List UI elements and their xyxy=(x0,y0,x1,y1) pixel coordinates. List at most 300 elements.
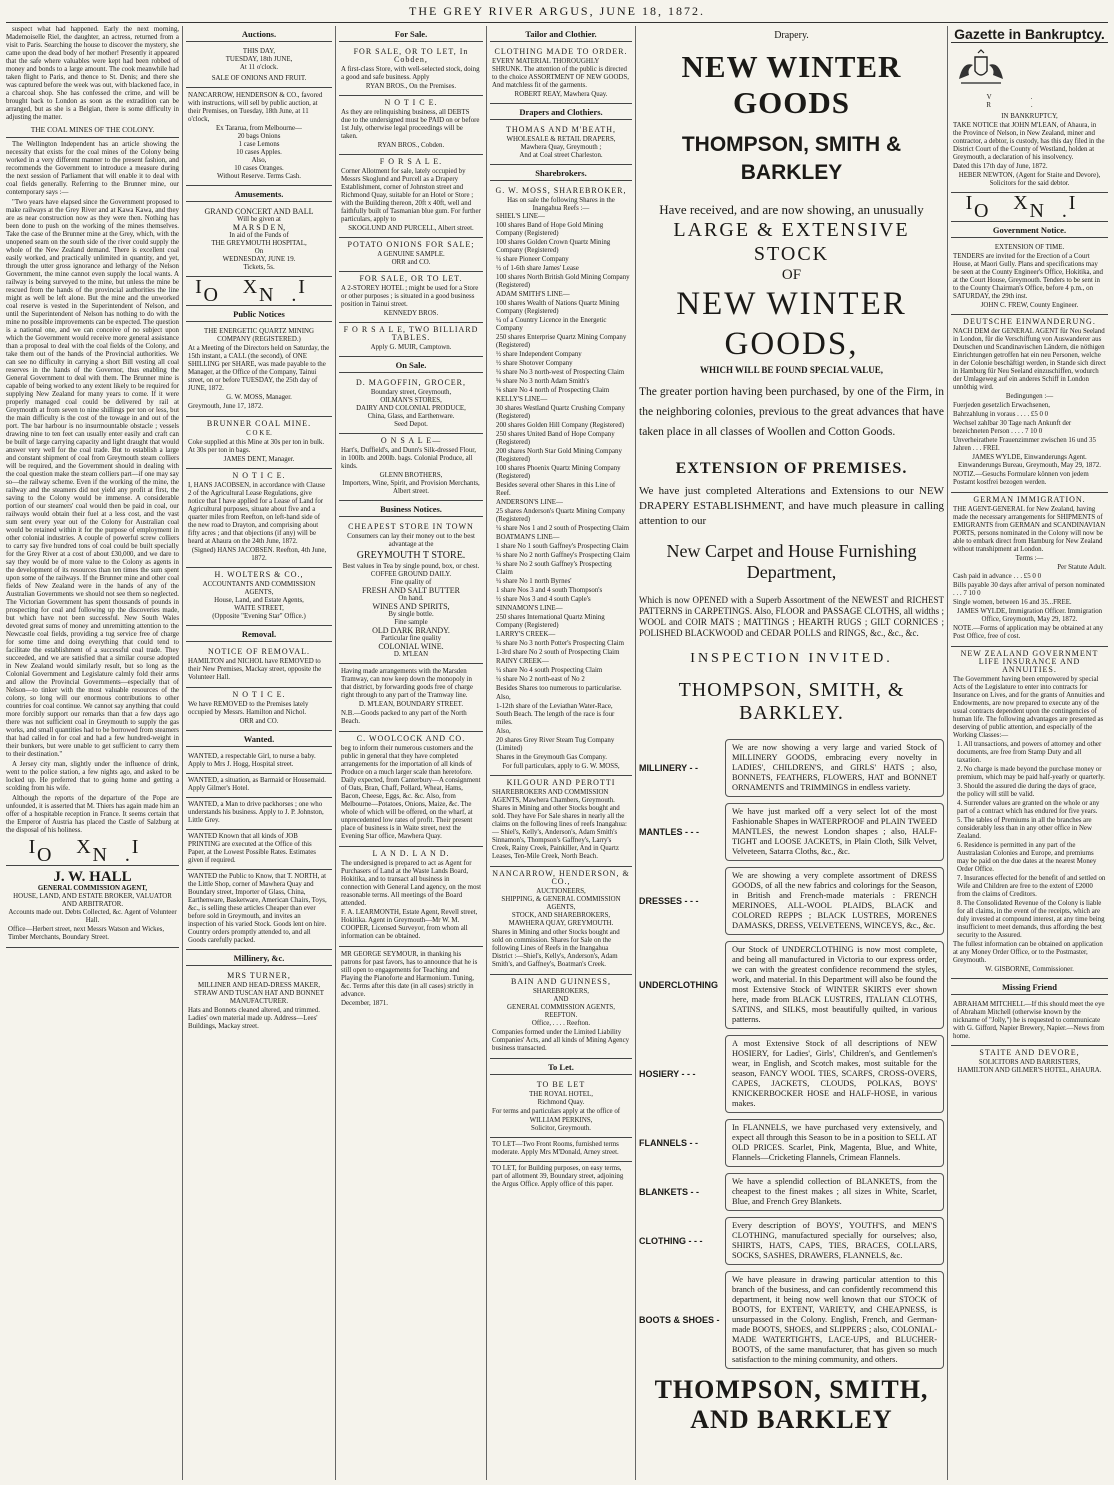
share-list-item: ¼ share No 3 north-west of Prospecting Claim xyxy=(496,369,625,376)
ixion-ad: I X I O N. xyxy=(186,277,332,306)
mag-line: Seed Depot. xyxy=(394,421,428,428)
bain-line: GENERAL COMMISSION AGENTS, xyxy=(507,1004,615,1011)
wanted-heading: Wanted. xyxy=(186,733,332,747)
column-rule xyxy=(486,26,487,1480)
concert-line: In aid of the Funds of xyxy=(229,232,289,239)
business-notices-heading: Business Notices. xyxy=(339,503,483,517)
ad-text: SHAREBROKERS AND COMMISSION AGENTS, Mawhera Chambers, Greymouth. Shares in Mining and other Stocks bought and sold. They have For Sale shares in nearly all the claims on the following lines of reefs Inangahua:— Shiel's, Kelly's, Anderson's, Adam Smith's Sinnamon's, Thompson's Gaffney's, Larry's Creek, Rainy Creek, Painkiller, And in Quartz Leases, Ten-Mile Creek, North Beach. xyxy=(492,789,627,860)
share-list-item: 1 share Nos 3 and 4 south Thompson's xyxy=(496,587,603,594)
cheap-line: COFFEE GROUND DAILY. xyxy=(370,571,452,578)
life-advantage-item: 5. The tables of Premiums in all the branches are considerably less than in any other office in New Zealand. xyxy=(957,817,1092,840)
share-list-item: 100 shares Wealth of Nations Quartz Mining Company (Registered) xyxy=(496,300,620,315)
department-row xyxy=(639,941,944,1029)
share-list-item: 250 shares International Quartz Mining Company (Registered) xyxy=(496,614,605,629)
mclean-ad xyxy=(339,664,483,732)
brunner-title: BRUNNER COAL MINE. xyxy=(206,419,312,428)
concert-line: THE GREYMOUTH HOSPITAL, xyxy=(211,240,307,247)
large-stock-line: LARGE & EXTENSIVE STOCK xyxy=(673,219,910,265)
bain-line: SHAREBROKERS, xyxy=(532,988,590,995)
gazette-title: Gazette in Bankruptcy. xyxy=(951,26,1108,43)
share-list-item: Besides Shares too numerous to particularise. xyxy=(496,685,622,692)
share-list-item: BOATMAN'S LINE— xyxy=(496,534,560,541)
new-winter-goods-headline: NEW WINTER GOODS xyxy=(681,49,902,120)
nancarrow-ad xyxy=(490,867,632,975)
coal-para-2: "Two years have elapsed since the Government proposed to make railways at the Grey River and at Kawa Kawa, and they are as near construction now as they were then. Nothing has been done to push on the working of the mines themselves. Take the case of the Brunner mine at the Grey, which, with the unopened seam on the south side of the river could supply the whole of the New Zealand demand. There is excellent coal easily worked, and practically unlimited in quantity, and yet, through the utter gross ignorance and lethargy of the Nelson Government, the mine cannot even supply the local wants. A railway is being surveyed to the mine, but unless the mine be rescued from the hands of the provincial authorities the line might as well be left alone. But the mine and the unworked coal reserve is vested in the Superintendent of Nelson, and until the Superintendent of Nelson has nothing to do with the mine no possible improvements can be expected. The question is a national one, and we can conceive of no subject upon which the Government would receive more general assistance than a proposal to deal with the coal fields of the Colony, and take them out of the hands of the Provincial authorities. We can see no difficulty in carrying a short Bill vesting all coal reserves in the hands of the Governor, thus enabling the General Government to deal with them. The Brunner mine is capable of being worked to any extent likely to be required for supplying New Zealand for many years to come. If it were properly managed coal could be delivered by rail at Greymouth at from seven to nine shillings per ton or less, but the main difficulty is the cost of the towage in and out of the port. The bar harbour is no insurmountable obstacle ; vessels drawing nine to ten feet can usually enter easily and craft can be built of large carrying capacity and light draught that would answer very well for the coal trade. But to establish a large and constant shipment of coal from Greymouth steam colliers will be required, and the Government should in dealing with the coal question make the steam colliers part—if one may say so—the railway scheme. Even if the working of the mine, the railway and the steamers did not yield any profit at first, the saving to the Colony would be immense. A considerable portion of our steamers' coal would then be paid in coal, our railways would obtain their fuel at a less cost, and the vast sum sent every year out of the Colony for Australian coal would be retained within it for the purpose of employment in other colonial industries. A couple of powerful screw colliers to carry say five hundred tons of coal could be built specially for the Grey River at a cost of about £30,000, and we dare to say they would be of more value to the Colony as agents in the development of its resources than ten times the sum spent upon some of the railways. If the Brunner mine and other coal fields of New Zealand were in the hands of any of the Australian Governments we should not see them so neglected. The Victorian Government has spent thousands of pounds in prospecting for coal and following up the discoveries made, but which have not been successful. New South Wales devoted great sums of money and unremitting attention to the Newcastle coal fields, providing a tug service free of charge for some time and doing everything that could tend to facilitate the establishment of a successful coal trade. They succeeded, and we are satisfied that a similar course adopted in New Zealand would similarly result, but so long as the Colonial Government and Legislature calmly fold their arms and allow the Provincial Governments—especially that of Nelson—to tinker with the most valuable resources of the colony, so long will our enormous contributions to other countries for coal continue. We cannot say anything that could more forcibly support our remarks than that a few days ago there was not sufficient coal in Greymouth to supply the gas works, and small quantities had to be borrowed from steamers that had called in for coal and had a few hundred-weight in their bunkers, but were unable to get sufficient to carry them to their destination." xyxy=(6,199,179,758)
tolet-line: THE ROYAL HOTEL, xyxy=(529,1091,593,1098)
ad-text: Hart's, Duffield's, and Dunn's Silk-dressed Flour, in 100lb. and 200lb. bags. Colonial Produce, all kinds. xyxy=(341,447,476,470)
ad-text: beg to inform their numerous customers and the public in general that they have completed arrangements for the importation of all kinds of Produce on a much larger scale than heretofore. Daily expected, from Canterbury—A consignment of Oats, Bran, Chaff, Pollard, Wheat, Hams, Bacon, Cheese, Eggs, &c. &c. Also, from Melbourne—Potatoes, Onions, Maize, &c. The whole of which will be offered, on the wharf, at unprecedented low rates of profit. Their present place of business is in Waite street, next the Evening Star office, Mawhera Quay. xyxy=(341,745,481,840)
imm-note: NOTE.—Forms of application may be obtained at any Post Office, free of cost. xyxy=(953,625,1104,640)
masthead: THE GREY RIVER ARGUS, JUNE 18, 1872. xyxy=(409,4,705,18)
share-list-item: ⅛ share No 3 north Adam Smith's xyxy=(496,378,590,385)
life-advantage-item: 2. No charge is made beyond the purchase money or premium, which may be paid half-yearly or quarterly. xyxy=(957,766,1105,781)
imm-text: THE AGENT-GENERAL for New Zealand, having made the necessary arrangements for SHIPMENTS of EMIGRANTS from GERMAN and SCANDINAVIAN PORTS, persons nominated in the Colony will now be able to embark direct from Hamburg for New Zealand without transhipment at London. xyxy=(953,506,1106,553)
brunner-sign: JAMES DENT, Manager. xyxy=(223,456,295,463)
department-text: We have just marked off a very select lot of the most Fashionable Shapes in WATERPROOF and PLAIN TWEED MANTLES, the newest London shapes ; also, HALF-TIGHT and LOOSE JACKETS, in Plain Cloth, Silk Velvet, Velveteen, Satarra Cloths, &c., &c. xyxy=(725,803,944,861)
tolet-line: Richmond Quay. xyxy=(537,1099,585,1106)
share-list-item: ⅛ share No 4 north of Prospecting Claim xyxy=(496,387,610,394)
energetic-sign: G. W. MOSS, Manager. xyxy=(226,394,292,401)
ad-sign: SKOGLUND AND PURCELL, Albert street. xyxy=(348,225,474,232)
cheap-line: Particular fine quality xyxy=(380,635,442,642)
life-advantage-item: 1. All transactions, and powers of attorney and other documents, are free from Stamp Duty and all taxation. xyxy=(957,741,1102,764)
hall-name: J. W. HALL xyxy=(53,869,132,885)
department-row xyxy=(639,867,944,935)
auction-line: TUESDAY, 18th JUNE, xyxy=(225,56,293,63)
department-name: CLOTHING - - - xyxy=(639,1236,703,1246)
ad-text: Shares in Mining and other Stocks bought and sold on commission. Shares for Sale on the following Lines of Reefs in the Inangahua District :—Shiel's, Kelly's, Anderson's, Adam Smith's, and Gaffney's, Boatman's Creek. xyxy=(492,929,620,968)
auction-onions xyxy=(186,45,332,88)
column-2 xyxy=(186,26,332,1480)
nh-line: AUCTIONEERS, xyxy=(536,888,586,895)
energetic-ad xyxy=(186,325,332,417)
column-rule xyxy=(635,26,636,1480)
coal-para-1: The Wellington Independent has an article showing the necessity that exists for the coal mines of the Colony being worked in a very different manner to the present fashion, and recommends the Government to introduce a measure during the next session of Parliament that will enable it to deal with coal fields generally. Referring to the Brunner mine, our contemporary says :— xyxy=(6,141,179,196)
share-list-item: 20 shares Grey River Steam Tug Company (Limited) xyxy=(496,737,615,752)
nh-line: MAWHERA QUAY, GREYMOUTH. xyxy=(508,920,614,927)
department-text: A most Extensive Stock of all descriptions of NEW HOSIERY, for Ladies', Girls', Children's, and Gentlemen's wear, in English, and Scotch makes, most suitable for the season, FANCY WOOL TIES, SCARFS, CROSS-OVERS, CAPES, JACKETS, CLOUDS, POLKAS, BOYS' KNICKERBOCKER HOSE and HALF-HOSE, in various makes. xyxy=(725,1035,944,1113)
share-list-item: 1-3rd share No 2 south of Prospecting Claim xyxy=(496,649,620,656)
share-list-item: ADAM SMITH'S LINE— xyxy=(496,291,570,298)
concert-line: GRAND CONCERT AND BALL xyxy=(204,207,314,216)
turner-line: MILLINER AND HEAD-DRESS MAKER, xyxy=(197,982,321,989)
cheap-line: OLD DARK BRANDY. xyxy=(372,626,450,635)
wolters-title: H. WOLTERS & CO., xyxy=(214,570,304,579)
ad-title: F O R S A L E. xyxy=(379,157,443,166)
store-name: GREYMOUTH T STORE. xyxy=(356,550,466,561)
removal-text: HAMILTON and NICHOL have REMOVED to their New Premises, Mackay street, opposite the Volunteer Hall. xyxy=(188,658,322,681)
share-list-item: ¼ share No 2 north-east of No 2 xyxy=(496,676,585,683)
cheap-line: Fine sample xyxy=(394,619,428,626)
auction-footer: Without Reserve. Terms Cash. xyxy=(217,173,301,180)
life-title: NEW ZEALAND GOVERNMENT LIFE INSURANCE AND ANNUITIES. xyxy=(960,649,1099,674)
reay-ad xyxy=(490,45,632,104)
auction-line: At 11 o'clock. xyxy=(239,64,279,71)
sharebrokers-heading: Sharebrokers. xyxy=(490,167,632,181)
department-row xyxy=(639,1035,944,1113)
department-text: In FLANNELS, we have purchased very extensively, and expect all through this Season to be in a position to SELL AT OLD PRICES. Scarlet, Pink, Magenta, Blue, and White, Flannels—Cricketing Flannels, Crimean Flannels. xyxy=(725,1119,944,1167)
department-row xyxy=(639,739,944,797)
ixion-ad: I X I O N. xyxy=(951,193,1108,222)
special-value-line: WHICH WILL BE FOUND SPECIAL VALUE, xyxy=(699,365,884,375)
ad-text: MR GEORGE SEYMOUR, in thanking his patrons for past favors, has to announce that he is still open to engagements for Teaching and Playing the Pianoforte and Harmonium. Tuning, &c. Terms after this date (in all cases) strictly in advance. xyxy=(341,951,478,998)
share-list-item: LARRY'S CREEK— xyxy=(496,631,556,638)
department-name: HOSIERY - - - xyxy=(639,1069,696,1079)
received-line: Have received, and are now showing, an unusually xyxy=(659,202,924,217)
tolet-line: Solicitor, Greymouth. xyxy=(530,1125,591,1132)
ad-title: BAIN AND GUINNESS, xyxy=(510,977,611,986)
mbeath-line: WHOLESALE & RETAIL DRAPERS, xyxy=(506,136,616,143)
life-advantages-list xyxy=(953,741,1106,940)
imm-term: Bills payable 30 days after arrival of person nominated . . . 7 10 0 xyxy=(953,582,1105,597)
mbeath-line: Mawhera Quay, Greymouth ; xyxy=(520,144,602,151)
ad-title: KILGOUR AND PEROTTI xyxy=(506,778,616,787)
department-row xyxy=(639,1217,944,1265)
concert-line: M A R S D E N, xyxy=(232,223,286,232)
ad-sign: RYAN BROS., On the Premises. xyxy=(365,83,457,90)
life-advantage-item: 3. Should the assured die during the days of grace, the policy will still be valid. xyxy=(957,783,1097,798)
brunner-ad xyxy=(186,417,332,469)
bankruptcy-notice xyxy=(951,110,1108,193)
cheap-line: FRESH AND SALT BUTTER xyxy=(361,586,461,595)
department-name: MANTLES - - - xyxy=(639,827,699,837)
share-list-item: 100 shares Phoenix Quartz Mining Company (Registered) xyxy=(496,465,621,480)
notice-title: N O T I C E. xyxy=(232,471,286,480)
share-list-item: 200 shares North Star Gold Mining Company (Registered) xyxy=(496,448,622,463)
life-advantage-item: 4. Surrender values are granted on the whole or any part of a contract which has endured for five years. xyxy=(957,800,1100,815)
share-list-item: 200 shares Golden Hill Company (Registered) xyxy=(496,422,625,429)
column-1 xyxy=(6,26,179,1480)
ad-title: C. WOOLCOCK AND CO. xyxy=(356,734,466,743)
share-list-item: Also, xyxy=(496,728,511,735)
share-list-item: ¼ of a Country Licence in the Energetic Company xyxy=(496,317,607,332)
extension-heading: EXTENSION OF PREMISES. xyxy=(675,460,908,477)
imm-term: Single women, between 16 and 35...FREE. xyxy=(953,599,1072,606)
imm-title: GERMAN IMMIGRATION. xyxy=(973,495,1086,504)
cheap-line: By single bottle. xyxy=(388,611,434,618)
pope-para: Although the reports of the departure of the Pope are unfounded, it is asserted that M. Thiers has again made him an offer of a hospitable reception in France. It seems certain that the Emperor of Austria has placed the Castle of Salzburg at the disposal of his holiness. xyxy=(6,795,179,834)
share-list-item: Besides several other Shares in this Line of Reef. xyxy=(496,482,616,497)
masthead-rule xyxy=(6,22,1108,23)
drapery-advertisement xyxy=(639,26,944,1480)
share-list xyxy=(492,213,630,762)
department-text: We have pleasure in drawing particular attention to this branch of the business, and can confidently recommend this department, it being now well known that our STOCK of BOOTS, for EXTENT, VARIETY, and CHEAPNESS, is unsurpassed in the Colony. English, French, and German-made BOOTS, SHOES, and SLIPPERS ; also, COLONIAL-MADE WATERTIGHTS, LACE-UPS, and BLUCHER-BOOTS, of the same manufacturer, that has given so much satisfaction to the mining community, and others. xyxy=(725,1271,944,1369)
ad-title: CHEAPEST STORE IN TOWN xyxy=(348,522,474,531)
hall-line: HOUSE, LAND, AND ESTATE BROKER, VALUATOR AND ARBITRATOR. xyxy=(13,893,172,908)
department-name: MILLINERY - - xyxy=(639,763,698,773)
hall-title: GENERAL COMMISSION AGENT, xyxy=(37,885,148,892)
ad-title: POTATO ONIONS FOR SALE; xyxy=(347,240,475,249)
hall-line: Accounts made out. Debts Collected, &c. Agent of Volunteer Hall. xyxy=(8,909,177,924)
share-list-item: 1 share No 1 south Gaffney's Prospecting Claim xyxy=(496,543,629,550)
share-list-item: RAINY CREEK— xyxy=(496,658,549,665)
notice2-sign: ORR and CO. xyxy=(239,718,279,725)
wolters-line: ACCOUNTANTS AND COMMISSION AGENTS, xyxy=(202,581,316,596)
purchase-paragraph: The greater portion having been purchased, by one of the Firm, in the neighboring colonies, previous to the great advances that have taken place in all classes of Woollen and Cotton Goods. xyxy=(639,386,944,438)
auction-item: 10 cases Oranges. xyxy=(234,165,284,172)
department-name: FLANNELS - - xyxy=(639,1138,698,1148)
ad-title: F O R S A L E, TWO BILLIARD TABLES. xyxy=(343,325,479,342)
hotel-ad xyxy=(339,272,483,323)
imm-term: Cash paid in advance . . . £5 0 0 xyxy=(953,573,1042,580)
wanted-item: WANTED, a situation, as Barmaid or Housemaid. Apply Gilmer's Hotel. xyxy=(186,774,332,798)
department-row xyxy=(639,803,944,861)
ad-sign: KENNEDY BROS. xyxy=(383,310,439,317)
ad-text: Companies formed under the Limited Liability Companies' Acts, and all kinds of Mining Agency business transacted. xyxy=(492,1029,630,1052)
billiard-ad xyxy=(339,323,483,357)
carpet-department-line: New Carpet and House Furnishing Department, xyxy=(666,541,917,582)
allotment-ad xyxy=(339,155,483,238)
of-line: OF xyxy=(781,267,802,283)
life-advantage-item: 8. The Consolidated Revenue of the Colony is liable for all claims, in the event of the receipts, which are duly invested at compound interest, at any time being insufficient to meet demands, thus affording the best security to the Assured. xyxy=(957,900,1105,939)
energetic-title: THE ENERGETIC QUARTZ MINING COMPANY (REGISTERED.) xyxy=(203,328,314,343)
land-ad xyxy=(339,847,483,947)
ad-sign: ORR and CO. xyxy=(391,259,431,266)
wanted-item: WANTED, a Man to drive packhorses ; one who understands his business. Apply to J. P. Johnston, Little Grey. xyxy=(186,798,332,830)
mag-line: DAIRY AND COLONIAL PRODUCE, xyxy=(356,405,466,412)
imm-term: Terms :— xyxy=(1015,555,1044,562)
removal-title: NOTICE OF REMOVAL. xyxy=(207,647,311,656)
department-name: UNDERCLOTHING xyxy=(639,980,718,990)
department-text: We have a splendid collection of BLANKETS, from the cheapest to the finest makes ; all sizes in White, Scarlet, Blue, and French Grey Blankets. xyxy=(725,1173,944,1211)
mag-line: OILMAN'S STORES, xyxy=(380,397,442,404)
ad-text: As they are relinquishing business, all DEBTS due to the undersigned must be PAID on or before 1st July, otherwise legal proceedings will be taken. xyxy=(341,109,480,140)
cheap-line: D. M'LEAN xyxy=(393,651,429,658)
share-list-item: 100 shares Golden Crown Quartz Mining Company (Registered) xyxy=(496,239,611,254)
new-winter-goods-line: NEW WINTER GOODS, xyxy=(676,286,907,362)
imm-term: Per Statute Adult. xyxy=(1057,564,1106,571)
life-advantage-item: 7. Insurances effected for the benefit of and settled on Wife and Children are free to the extent of £2000 from the claims of Creditors. xyxy=(957,875,1106,898)
ryan-notice xyxy=(339,96,483,155)
firm-name: THOMPSON, SMITH & BARKLEY xyxy=(681,133,902,184)
deut-text: NACH DEM der GENERAL AGENT für Neu Seeland in London, für die Verschiffung von Auswanderer aus Deutschen und Scandinavischen Ländern, die nöthigen Einrichtungen getroffen hat ein neu Personen, welche in der Colonie beschäftigt werden, in Stande sich direct in Hamburg für Neu Seeland einzuschiffen, wodurch der Umlageweg auf ein anderes Schiff in London unnöthig wird. xyxy=(953,328,1106,391)
hall-ad xyxy=(6,866,179,948)
auctions-heading: Auctions. xyxy=(186,28,332,42)
mbeath-ad xyxy=(490,123,632,165)
share-list-item: 250 shares United Band of Hope Company (Registered) xyxy=(496,431,615,446)
cheap-line: WINES AND SPIRITS, xyxy=(372,602,450,611)
deut-cond: Wechsel zahlbar 30 Tage nach Ankunft der bezeichneten Person . . . . 7 10 0 xyxy=(953,420,1072,435)
share-list-item: ¼ share No 3 north Potter's Prospecting Claim xyxy=(496,640,624,647)
share-list-item: 1-12th share of the Leviathan Water-Race, South Beach. The length of the race is four miles. xyxy=(496,703,615,726)
concert-ad xyxy=(186,205,332,277)
missing-friend-heading: Missing Friend xyxy=(951,981,1108,995)
life-sign: W. GISBORNE, Commissioner. xyxy=(985,966,1074,973)
ad-text: Consumers can lay their money out to the best advantage at the xyxy=(347,533,475,548)
share-list-item: ANDERSON'S LINE— xyxy=(496,499,563,506)
carpet-paragraph: Which is now OPENED with a Superb Assortment of the NEWEST and RICHEST PATTERNS in CARPETINGS. Also, FLOOR and PASSAGE CLOTHS, all widths ; WOOL and COIR MATS ; MATTINGS ; HEARTH RUGS ; GILT CORNICES ; POLISHED BLACKWOOD and CEDAR POLLS and RINGS, &c., &c., &c. xyxy=(639,595,944,638)
cheap-line: Best values in Tea by single pound, box, or chest. xyxy=(342,563,480,570)
column-rule xyxy=(182,26,183,1480)
bain-line: REEFTON. xyxy=(544,1012,578,1019)
extension-of-time-notice xyxy=(951,241,1108,315)
tailor-heading: Tailor and Clothier. xyxy=(490,28,632,42)
share-list-item: ¼ share No 1 north Byrnes' xyxy=(496,578,572,585)
to-let-heading: To Let. xyxy=(490,1061,632,1075)
ad-sign: F. A. LEARMONTH, Estate Agent, Revell street, Hokitika. Agent in Greymouth—Mr W. M. COOPER, Licensed Surveyor, from whom all information can be obtained. xyxy=(341,909,478,940)
hall-line: Office—Herbert street, next Messrs Watson and Wickes, Timber Merchants, Boundary Street. xyxy=(8,926,165,941)
bk-text: TAKE NOTICE that JOHN M'LEAN, of Ahaura, in the Province of Nelson, in New Zealand, miner and contractor, a debtor, is custody, has this day filed in the District Court of the County of Westland, holden at Greymouth, a declaration of his insolvency. xyxy=(953,122,1105,161)
millinery-heading: Millinery, &c. xyxy=(186,952,332,966)
ad-title: N O T I C E. xyxy=(384,98,438,107)
amusements-heading: Amusements. xyxy=(186,188,332,202)
energetic-text: At a Meeting of the Directors held on Saturday, the 15th instant, a CALL (the second), of ONE SHILLING per SHARE, was made payable to the Manager, at the Office of the Company, Tainui street, on or before TUESDAY, the 25th day of JUNE, 1872. xyxy=(188,345,330,392)
glenn-ad xyxy=(339,434,483,501)
orr-notice xyxy=(186,688,332,731)
jersey-para: A Jersey city man, slightly under the influence of drink, went to the police station, a few nights ago, and asked to be locked up. He preferred that to going home and getting a scolding from his wife. xyxy=(6,761,179,792)
wanted-item: WANTED the Public to Know, that T. NORTH, at the Little Shop, corner of Mawhera Quay and Boundary street, Importer of Glass, China, Earthenware, Basketware, American Chairs, Toys, &c., is selling these articles Cheaper than ever before sold in Greymouth, and invites an inspection of his varied Stock. Goods lent on hire. Country orders promptly attended to, and all Goods carefully packed. xyxy=(186,870,332,950)
column-rule xyxy=(947,26,948,1480)
share-list-item: ½ share Shotover Company xyxy=(496,360,573,367)
tolet-line: For terms and particulars apply at the office of xyxy=(492,1108,621,1115)
removal-ad xyxy=(186,645,332,688)
ad-sub: A GENUINE SAMPLE. xyxy=(377,251,445,258)
magoffin-ad xyxy=(339,376,483,434)
ad-sign: Apply G. MUIR, Camptown. xyxy=(370,344,452,351)
brunner-text: Coke supplied at this Mine at 30s per ton in bulk. At 30s per ton in bags. xyxy=(188,439,325,454)
article-fragment: suspect what had happened. Early the next morning, Mademoiselle Riel, the daughter, an actress, returned from a visit to Paris. Searching the house to discover the mystery, she came upon the dead body of her mother! Presently it appeared that the safe where valuables were kept had been robbed of money and bonds to a large amount. The cook meanwhile had taken flight to Paris, and thence to St. Denis; and there she was captured before the week was out, with blackened face, in a charcoal shop. She has confessed the crime, and will be brought back to London as soon as the extradition can be arranged, but as she is a Belgian, there is some difficulty in adjusting the matter. xyxy=(6,26,179,121)
ad-sub: N.B.—Goods packed to any part of the North Beach. xyxy=(341,710,467,725)
deut-note: NOTIZ.—Gesuchs Formulare können von jedem Postamt kostfrei bezogen werden. xyxy=(953,471,1089,486)
share-list-item: ½ share Nos 3 and 4 south Caple's xyxy=(496,596,591,603)
removal-heading: Removal. xyxy=(186,628,332,642)
ad-title: CLOTHING MADE TO ORDER. xyxy=(494,47,628,56)
coal-mines-heading: THE COAL MINES OF THE COLONY. xyxy=(6,124,179,138)
mag-line: Boundary street, Greymouth, xyxy=(370,389,452,396)
concert-line: WEDNESDAY, JUNE 19. xyxy=(222,256,296,263)
auction-nancarrow xyxy=(186,88,332,186)
notice-sign: (Signed) HANS JACOBSEN. Reefton, 4th June, 1872. xyxy=(191,547,327,562)
auction-item: 10 cases Apples. xyxy=(236,149,282,156)
share-list-item: 250 shares Enterprise Quartz Mining Company (Registered) xyxy=(496,334,627,349)
wanted-item: WANTED, a respectable Girl, to nurse a baby. Apply to Mrs J. Hogg, Hospital street. xyxy=(186,750,332,774)
life-insurance-notice xyxy=(951,647,1108,979)
drapers-heading: Drapers and Clothiers. xyxy=(490,106,632,120)
ad-title: NANCARROW, HENDERSON, & CO., xyxy=(492,869,630,886)
turner-line: Hats and Bonnets cleaned altered, and trimmed. Ladies' own material made up. Address—Lees' Buildings, Mackay street. xyxy=(188,1007,321,1030)
notice2-title: N O T I C E. xyxy=(232,690,286,699)
ad-sign: RYAN BROS., Cobden. xyxy=(377,142,445,149)
staite-line: HAMILTON AND GILMER'S HOTEL, AHAURA. xyxy=(957,1067,1102,1074)
department-name: DRESSES - - - xyxy=(639,896,699,906)
department-text: We are now showing a very large and varied Stock of MILLINERY GOODS, embracing every novelty in LADIES', CHILDREN'S, and GIRLS' HATS ; also, BONNETS, FEATHERS, FLOWERS, HAT and BONNET ORNAMENTS and TRIMMINGS in endless variety. xyxy=(725,739,944,797)
auction-item: 20 bags Onions xyxy=(237,133,281,140)
cheap-line: Fine quality of xyxy=(390,579,432,586)
ad-title: L A N D. L A N D. xyxy=(372,849,450,858)
ixion-ad: I X I O N. xyxy=(6,837,179,866)
royal-coat-of-arms-icon xyxy=(951,49,1011,89)
mag-line: China, Glass, and Earthenware. xyxy=(367,413,455,420)
inspection-invited: INSPECTION INVITED. xyxy=(690,651,893,666)
ad-title: FOR SALE, OR TO LET. xyxy=(359,274,463,283)
ad-sign: ROBERT REAY, Mawhera Quay. xyxy=(514,91,608,98)
cheap-line: COLONIAL WINE. xyxy=(378,642,444,651)
share-list-item: ¼ share No 2 north Gaffney's Prospecting Claim xyxy=(496,552,630,559)
auction-text: NANCARROW, HENDERSON & CO., favored with instructions, will sell by public auction, at their Premises, on Tuesday, 18th June, at 11 o'clock, xyxy=(188,92,323,123)
concert-line: Tickets, 5s. xyxy=(243,264,275,271)
ad-text: A first-class Store, with well-selected stock, doing a good and safe business. Apply xyxy=(341,66,480,81)
life-foot: The fullest information can be obtained on application at any Money Order Office, or to the Postmaster, Greymouth. xyxy=(953,941,1103,964)
government-notice-heading: Government Notice. xyxy=(951,224,1108,238)
column-gazette xyxy=(951,26,1108,1480)
wolters-line: (Opposite "Evening Star" Office.) xyxy=(212,613,306,620)
jacobsen-notice xyxy=(186,469,332,568)
share-list-item: KELLY'S LINE— xyxy=(496,396,548,403)
ad-text: Has on sale the following Shares in the Inangahua Reefs :— xyxy=(507,197,615,212)
turner-ad xyxy=(186,969,332,1036)
bk-date: Dated this 17th day of June, 1872. xyxy=(953,163,1048,170)
ad-text: The undersigned is prepared to act as Agent for Purchasers of Land at the Waste Lands Board, Hokitika, and to transact all business in connection with General Land agency, on the most reasonable terms. All meetings of the Board attended. xyxy=(341,860,481,907)
share-list-item: SHIEL'S LINE— xyxy=(496,213,545,220)
moss-ad xyxy=(490,184,632,776)
staite-devore-ad xyxy=(951,1046,1108,1079)
wolters-ad xyxy=(186,568,332,626)
auction-line: THIS DAY, xyxy=(242,48,276,55)
share-list-item: SINNAMON'S LINE— xyxy=(496,605,563,612)
nh-line: SHIPPING, & GENERAL COMMISSION AGENTS, xyxy=(501,896,621,911)
public-notices-heading: Public Notices xyxy=(186,308,332,322)
rooms-ad: TO LET—Two Front Rooms, furnished terms moderate. Apply Mrs M'Donald, Arney street. xyxy=(490,1138,632,1162)
ext-sign: JOHN C. FREW, County Engineer. xyxy=(980,302,1079,309)
share-list-item: ¼ share Pioneer Company xyxy=(496,256,569,263)
ext-text: TENDERS are invited for the Erection of a Court House, at Maori Gully. Plans and specifications may be seen at the County Engineer's Office, Hokitika, and at the Court House, Greymouth. Tenders to be sent in to the County Chairman's Office, before 4 p.m., on SATURDAY, the 29th inst. xyxy=(953,253,1103,300)
ad-title: THOMAS AND M'BEATH, xyxy=(505,125,616,134)
wanted-item: WANTED Known that all kinds of JOB PRINTING are executed at the Office of this Paper, at the Lowest Possible Rates. Estimates given if required. xyxy=(186,830,332,870)
concert-line: Will be given at xyxy=(237,216,281,223)
missing-friend-notice: ABRAHAM MITCHELL—If this should meet the eye of Abraham Mitchell (otherwise known by the nickname of "Jolly,") he is requested to communicate with G. Gifford, Napier Brewery, Napier.—News from home. xyxy=(951,998,1108,1046)
building-ad: TO LET, for Building purposes, on easy terms, part of allotment 39, Boundary street, adjoining the Argus Office. Apply office of this paper. xyxy=(492,1165,624,1188)
energetic-place: Greymouth, June 17, 1872. xyxy=(188,403,264,410)
department-row xyxy=(639,1271,944,1369)
ad-sign: GLENN BROTHERS, xyxy=(379,472,443,479)
brunner-coke: C O K E. xyxy=(246,430,272,437)
column-rule xyxy=(335,26,336,1480)
bain-line: Office, . . . . Reefton. xyxy=(531,1020,591,1027)
department-list xyxy=(639,739,944,1369)
auction-item: Also, xyxy=(251,157,267,164)
share-list-item: ½ of 1-6th share James' Lease xyxy=(496,265,579,272)
ad-title: TO BE LET xyxy=(536,1080,586,1089)
vr-mark: V. R. xyxy=(986,94,1073,109)
ad-sign: For full particulars, apply to G. W. MOSS, xyxy=(502,763,620,770)
share-list-item: ¼ share No 4 south Prospecting Claim xyxy=(496,667,603,674)
cobden-ad xyxy=(339,45,483,96)
bk-heading: IN BANKRUPTCY, xyxy=(1001,113,1058,120)
onions-ad xyxy=(339,238,483,272)
department-row xyxy=(639,1119,944,1167)
life-advantage-item: 6. Residence is permitted in any part of the Australasian Colonies and Europe, and premiums may be paid on the due dates at the nearest Money Order Office. xyxy=(957,842,1097,873)
share-list-item: ¼ share No 2 south Gaffney's Prospecting Claim xyxy=(496,561,612,576)
ad-text: Having made arrangements with the Marsden Tramway, can now keep down the monopoly in that district, by forwarding goods free of charge right through to any part of the Tramway line. xyxy=(341,668,473,699)
department-row xyxy=(639,1173,944,1211)
deut-sign: JAMES WYLDE, Einwanderungs Agent. Einwanderungs Bureau, Greymouth, May 29, 1872. xyxy=(958,454,1101,469)
ad-sign: December, 1871. xyxy=(341,1000,388,1007)
department-text: Our Stock of UNDERCLOTHING is now most complete, and being all manufactured in Victoria to our express order, we can with the greatest confidence recommend the styles, work, and material. In this Department will also be found the most Extensive Stock of WINTER SKIRTS ever shown here, made from BLACK LUSTRES, ITALIAN CLOTHS, SATINS, and SILKS, most beautifully quilted, in various patterns. xyxy=(725,941,944,1029)
column-3 xyxy=(339,26,483,1480)
for-sale-heading: For Sale. xyxy=(339,28,483,42)
tolet-line: WILLIAM PERKINS, xyxy=(529,1117,593,1124)
share-list-item: Also, xyxy=(496,694,511,701)
notice2-text: We have REMOVED to the Premises lately occupied by Messrs. Hamilton and Nichol. xyxy=(188,701,309,716)
bain-ad xyxy=(490,975,632,1059)
life-text: The Government having been empowered by special Acts of the Legislature to enter into contracts for Insurance on Lives, and for the grants of Annuities and Endowments, are now prepared to execute any of the usual contracts dependent upon the contingencies of human life. The following advantages are presented as deserving of public attention, and especially of the Working Classes:— xyxy=(953,676,1105,739)
share-list-item: 30 shares Westland Quartz Crushing Company (Registered) xyxy=(496,405,625,420)
german-immigration-notice xyxy=(951,493,1108,647)
notice-text: I, HANS JACOBSEN, in accordance with Clause 2 of the Agricultural Lease Regulations, give notice that I have applied for a Lease of Land for Agricultural purposes, situate about five and a quarter miles from Reefton, on left-hand side of the new road to Drayton, and comprising about fifty acres ; and that objections (if any) will be heard at Ahaura on the 24th June, 1872. xyxy=(188,482,326,545)
cheap-line: On hand. xyxy=(398,595,424,602)
ext-title: EXTENSION OF TIME. xyxy=(994,244,1065,251)
share-list-item: ½ share Independent Company xyxy=(496,351,582,358)
